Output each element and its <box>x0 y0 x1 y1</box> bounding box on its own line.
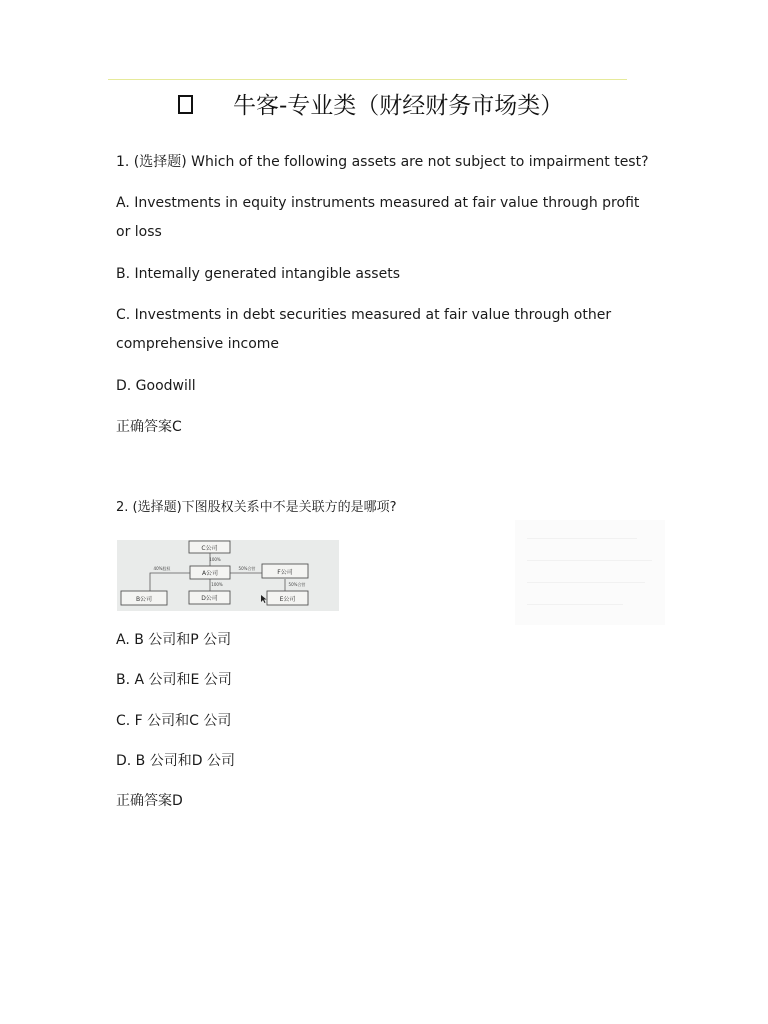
edge-label-a-d: 100% <box>211 582 223 587</box>
company-c-label: C公司 <box>201 545 218 552</box>
edge-label-a-f: 50%合营 <box>238 566 256 571</box>
q1-option-b: B. Intemally generated intangible assets <box>116 266 400 282</box>
q2-question: 2. (选择题)下图股权关系中不是关联方的是哪项? <box>116 500 397 515</box>
header-rule <box>108 79 627 80</box>
q1-option-d: D. Goodwill <box>116 378 196 394</box>
company-f-label: F公司 <box>277 569 293 576</box>
q2-option-c: C. F 公司和C 公司 <box>116 713 232 729</box>
edge-label-c-a: 100% <box>209 557 221 562</box>
company-a-label: A公司 <box>201 570 219 577</box>
missing-glyph-icon <box>178 95 193 114</box>
q1-question: 1. (选择题) Which of the following assets are not subject to impairment test? <box>116 154 649 170</box>
faint-background-mark <box>515 520 665 625</box>
page-title <box>178 90 563 122</box>
ownership-diagram <box>117 540 339 611</box>
company-b-label: B公司 <box>135 596 153 603</box>
page-title-text: 牛客-专业类（财经财务市场类） <box>233 93 564 119</box>
edge-label-a-b: 40%股权 <box>153 566 171 571</box>
company-d-label: D公司 <box>201 595 218 602</box>
company-e-label: E公司 <box>279 596 296 603</box>
q2-answer: 正确答案D <box>116 793 183 809</box>
q2-option-b: B. A 公司和E 公司 <box>116 672 232 688</box>
ownership-diagram-svg <box>117 540 339 611</box>
q2-option-d: D. B 公司和D 公司 <box>116 753 235 769</box>
cursor-icon <box>261 595 267 603</box>
q2-option-a: A. B 公司和P 公司 <box>116 632 232 648</box>
q1-answer: 正确答案C <box>116 419 182 435</box>
q1-option-c: C. Investments in debt securities measured at fair value through other comprehensive income <box>116 307 612 352</box>
edge-label-f-e: 50%合营 <box>288 582 306 587</box>
q1-option-a: A. Investments in equity instruments measured at fair value through profit or loss <box>116 195 640 240</box>
